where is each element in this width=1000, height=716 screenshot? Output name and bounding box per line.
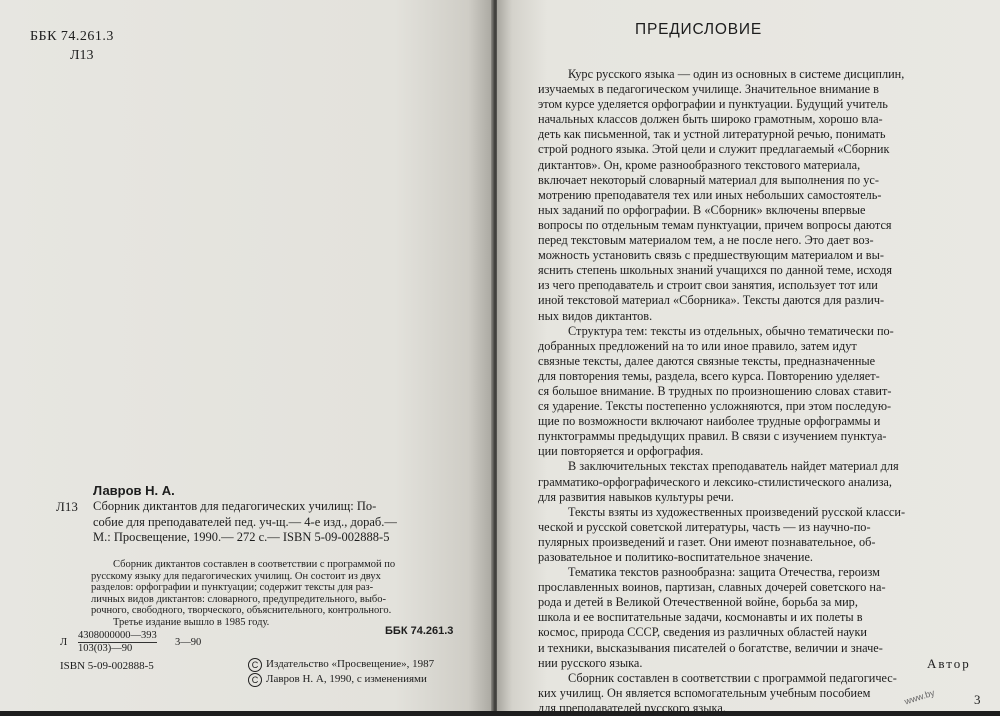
text-line: Сборник составлен в соответствии с программой педагогичес- xyxy=(568,670,897,685)
left-page xyxy=(0,0,493,711)
text-line: этом курсе уделяется орфографии и пунктуации. Будущий учитель xyxy=(538,97,888,112)
signature: Автор xyxy=(927,656,971,671)
text-line: Структура тем: тексты из отдельных, обычно тематически по- xyxy=(568,323,894,338)
copyright-block xyxy=(248,657,434,687)
text-line: Тематика текстов разнообразна: защита Отечества, героизм xyxy=(568,565,880,580)
copyright-icon: С xyxy=(248,658,262,672)
preface-text xyxy=(538,67,970,716)
text-line: ции повторяется и орфография. xyxy=(538,444,704,459)
index-denominator: 103(03)—90 xyxy=(78,643,133,654)
author-mark-top: Л13 xyxy=(70,48,94,63)
biblio-line: Сборник диктантов для педагогических училищ: По- xyxy=(93,499,377,513)
preface-paragraph xyxy=(538,671,970,716)
preface-paragraph xyxy=(538,67,970,324)
copyright-line: С Издательство «Просвещение», 1987 xyxy=(248,657,434,672)
index-letter: Л xyxy=(60,637,68,648)
preface-paragraph xyxy=(538,459,970,504)
text-line: ческой и русской советской литературы, часть — из научно-по- xyxy=(538,519,871,534)
text-line: строй родного языка. Этой цели и служит предлагаемый «Сборник xyxy=(538,142,890,157)
text-line: для преподавателей русского языка. xyxy=(538,700,726,715)
text-line: ных видов диктантов. xyxy=(538,308,653,323)
text-line: включает некоторый словарный материал для выполнения по ус- xyxy=(538,172,879,187)
text-line: иной текстовой материал «Сборника». Тексты даются для различ- xyxy=(538,293,885,308)
biblio-line: М.: Просвещение, 1990.— 272 с.— ISBN 5-09-002888-5 xyxy=(93,530,390,544)
annotation-line: Третье издание вышло в 1985 году. xyxy=(113,616,270,628)
author-mark-side: Л13 xyxy=(56,499,78,514)
copyright-icon: С xyxy=(248,673,262,687)
annotation-line: личных видов диктантов: словарного, предупредительного, выбо- xyxy=(91,593,386,605)
text-line: перед текстовым материалом тем, а не после него. Это дает воз- xyxy=(538,233,874,248)
text-line: из чего преподаватель и строит свои занятия, использует тот или xyxy=(538,278,878,293)
annotation xyxy=(91,559,457,629)
preface-paragraph xyxy=(538,324,970,460)
biblio-line: собие для преподавателей пед. уч-щ.— 4-е изд., дораб.— xyxy=(93,514,397,529)
text-line: ких училищ. Он является вспомогательным учебным пособием xyxy=(538,685,871,700)
text-line: изучаемых в педагогическом училище. Значительное внимание в xyxy=(538,82,879,97)
text-line: прославленных воинов, партизан, славных дочерей советского на- xyxy=(538,580,886,595)
text-line: Тексты взяты из художественных произведений русской класси- xyxy=(568,504,906,519)
text-line: грамматико-орфографического и лексико-стилистического анализа, xyxy=(538,474,892,489)
text-line: нии русского языка. xyxy=(538,655,643,670)
preface-paragraph xyxy=(538,565,970,671)
text-line: начальных классов должен быть широко грамотным, хорошо вла- xyxy=(538,112,883,127)
text-line: космос, природа СССР, сведения из различных областей науки xyxy=(538,625,867,640)
text-line: пунктограммы предыдущих правил. В связи с изучением пунктуа- xyxy=(538,429,887,444)
copyright-line: С Лавров Н. А, 1990, с изменениями xyxy=(248,672,434,687)
index-numerator: 4308000000—393 xyxy=(78,630,157,641)
text-line: мотрению преподавателя тех или иных небольших самостоятель- xyxy=(538,187,882,202)
watermark: www.by xyxy=(903,687,936,707)
bibliographic-record xyxy=(93,499,457,546)
text-line: ся большое внимание. В трудных по произношению словах ставит- xyxy=(538,383,892,398)
text-line: вопросы по отдельным темам пунктуации, причем вопросы даются xyxy=(538,217,892,232)
text-line: и техники, высказывания писателей о богатстве, величии и значе- xyxy=(538,640,883,655)
text-line: яснить степень школьных знаний учащихся по данной теме, исходя xyxy=(538,263,893,278)
text-line: щие по возможности включают наиболее трудные орфограммы и xyxy=(538,414,881,429)
annotation-line: русскому языку для педагогических училищ. Он состоит из двух xyxy=(91,570,381,582)
text-line: Курс русского языка — один из основных в системе дисциплин, xyxy=(568,67,905,81)
page-title: ПРЕДИСЛОВИЕ xyxy=(635,21,762,38)
text-line: можность установить связь с предшествующим материалом и вы- xyxy=(538,248,884,263)
bbk-code-top: ББК 74.261.3 xyxy=(30,29,114,44)
bbk-code-bottom: ББК 74.261.3 xyxy=(385,625,454,637)
text-line: ся ударение. Тексты постепенно усложняются, при этом последую- xyxy=(538,399,892,414)
text-line: деть как письменной, так и устной литературной речью, понимать xyxy=(538,127,886,142)
isbn: ISBN 5-09-002888-5 xyxy=(60,660,154,672)
annotation-line: рочного, свободного, творческого, объяснительного, контрольного. xyxy=(91,605,392,617)
text-line: связные тексты, далее даются связные тексты, предназначенные xyxy=(538,353,876,368)
text-line: добранных предложений на то или иное правило, затем идут xyxy=(538,338,857,353)
text-line: для повторения темы, раздела, всего курса. Повторению уделяет- xyxy=(538,368,880,383)
text-line: разовательное и политико-воспитательное значение. xyxy=(538,550,813,564)
page-number: 3 xyxy=(974,692,981,707)
index-year: 3—90 xyxy=(175,637,202,648)
text-line: пулярных произведений и газет. Они имеют познавательное, об- xyxy=(538,534,876,549)
text-line: для развития навыков культуры речи. xyxy=(538,489,734,504)
preface-paragraph xyxy=(538,505,970,565)
annotation-line: разделов: орфографии и пунктуации; содержит тексты для раз- xyxy=(91,582,374,594)
text-line: диктантов». Он, кроме разнообразного текстового материала, xyxy=(538,157,861,172)
text-line: В заключительных текстах преподаватель найдет материал для xyxy=(568,459,899,474)
author-name: Лавров Н. А. xyxy=(93,483,175,498)
text-line: рода и детей в Великой Отечественной войне, борьба за мир, xyxy=(538,595,858,610)
text-line: ных заданий по орфографии. В «Сборник» включены впервые xyxy=(538,202,866,217)
text-line: школа и ее воспитательные задачи, космонавты и их полеты в xyxy=(538,610,863,625)
annotation-line: Сборник диктантов составлен в соответствии с программой по xyxy=(113,559,396,570)
